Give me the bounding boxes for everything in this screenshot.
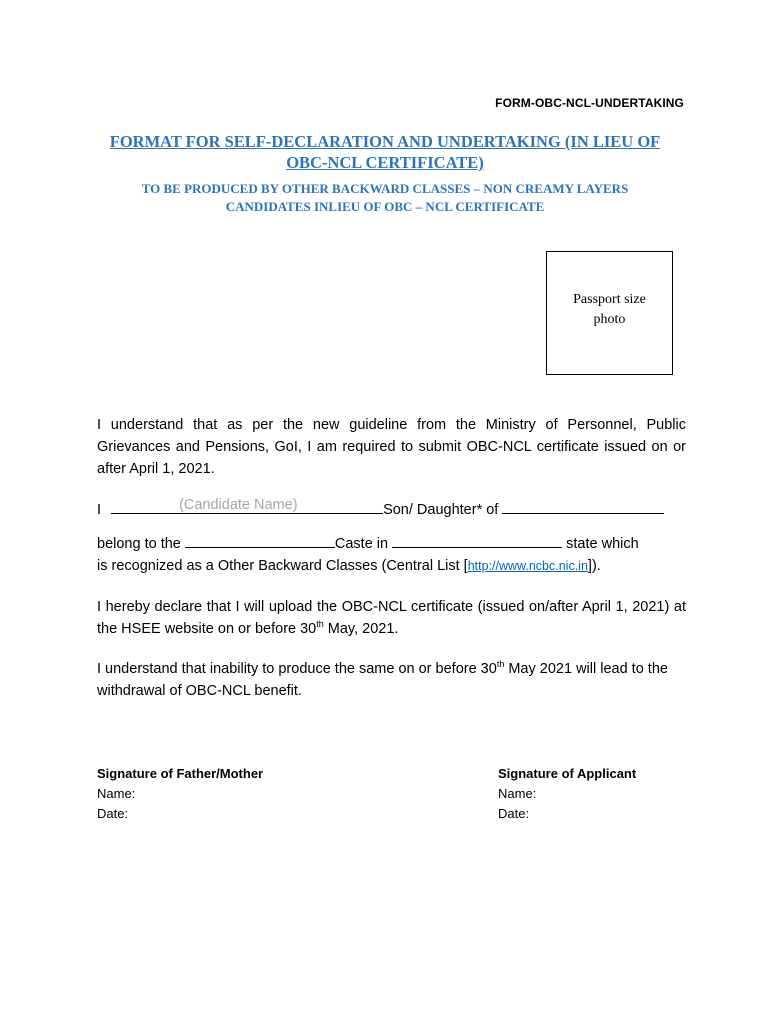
signature-right-date-label: Date: [498,806,530,821]
photo-label-line-2: photo [593,312,626,327]
title-line-2: OBC-NCL CERTIFICATE) [286,153,484,172]
signature-left-date-label: Date: [97,806,129,821]
document-subtitle [0,180,770,216]
paragraph-guideline: I understand that as per the new guideline from the Ministry of Personnel, Public Grievances and Pensions, GoI, I am required to submit OBC-NCL certificate issued on or after April 1, 2021. [97,417,686,477]
subtitle-line-2: CANDIDATES INLIEU OF OBC – NCL CERTIFICATE [225,199,545,214]
ncbc-link[interactable]: http://www.ncbc.nic.in [467,559,588,573]
document-title [0,131,770,173]
declaration-end: May, 2021. [323,621,399,637]
signature-applicant [498,764,636,824]
photo-label-line-1: Passport size [573,292,646,307]
parent-name-field[interactable] [502,499,664,514]
signature-left-heading: Signature of Father/Mother [97,766,264,781]
declaration-sup: th [316,619,324,630]
withdrawal-end: May 2021 will lead to the withdrawal of OBC-NCL benefit. [97,661,668,699]
state-which-label: state which [566,536,639,552]
paragraph-declaration [97,596,686,640]
candidate-prefix: I [97,502,102,518]
signature-father-mother [97,764,263,824]
paragraph-caste [97,533,686,577]
state-field[interactable] [392,533,562,548]
relation-label: Son/ Daughter* of [383,502,499,518]
candidate-name-field[interactable] [111,499,383,514]
candidate-name-placeholder: (Candidate Name) [179,497,298,513]
passport-photo-box [546,251,673,375]
caste-in-label: Caste in [334,536,389,552]
paragraph-candidate [97,499,686,521]
belong-to-label: belong to the [97,536,181,552]
signature-left-name-label: Name: [97,786,136,801]
form-code: FORM-OBC-NCL-UNDERTAKING [495,96,684,110]
recognized-end: ]). [587,558,601,574]
withdrawal-sup: th [496,659,505,670]
signature-right-heading: Signature of Applicant [498,766,637,781]
declaration-text: I hereby declare that I will upload the OBC-NCL certificate (issued on/after April 1, 2021) at the HSEE website on or before 30 [97,599,686,637]
recognized-text: is recognized as a Other Backward Classes (Central List [ [97,558,468,574]
withdrawal-text: I understand that inability to produce the same on or before 30 [97,661,497,677]
subtitle-line-1: TO BE PRODUCED BY OTHER BACKWARD CLASSES – NON CREAMY LAYERS [141,181,629,196]
signature-right-name-label: Name: [498,786,537,801]
paragraph-withdrawal [97,658,686,702]
caste-field[interactable] [185,533,335,548]
title-line-1: FORMAT FOR SELF-DECLARATION AND UNDERTAKING (IN LIEU OF [109,132,661,151]
